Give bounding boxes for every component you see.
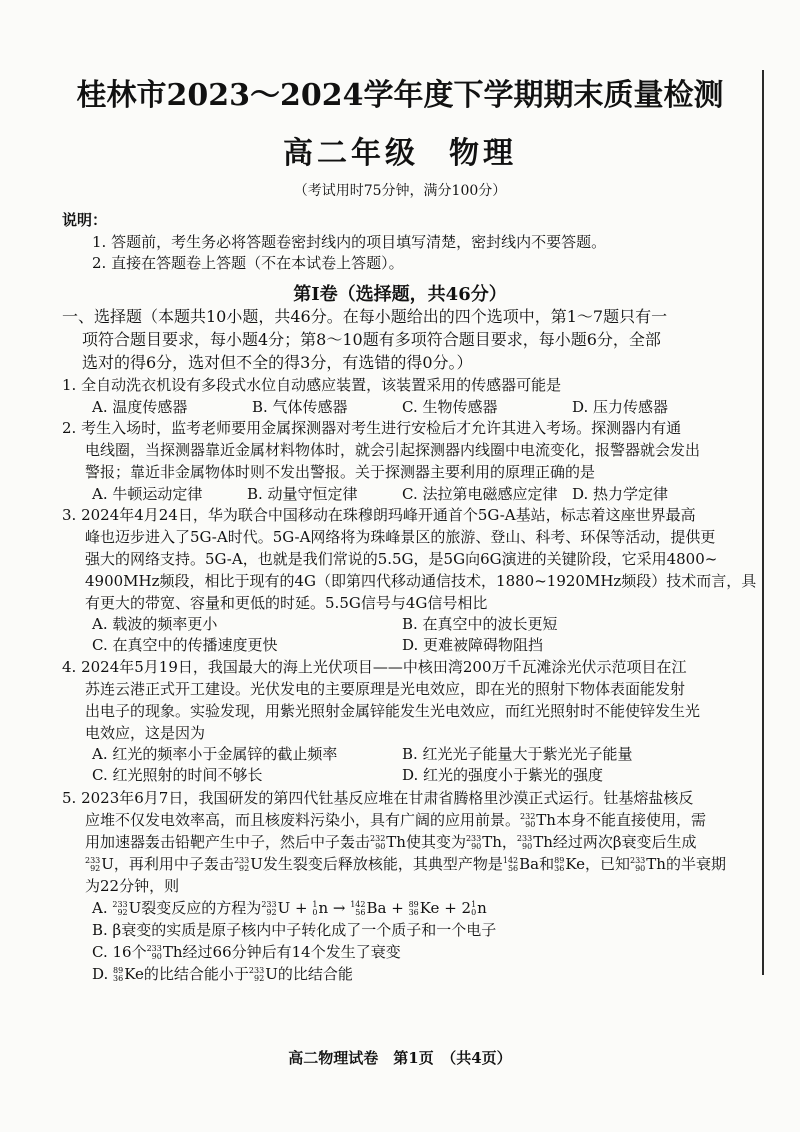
binding-margin-line [762, 70, 764, 975]
option-c: C. 在真空中的传播速度更快 [92, 636, 278, 654]
section-header-line: 选对的得6分，选对但不全的得3分，有选错的得0分。） [82, 353, 473, 372]
question-stem: 5. 2023年6月7日，我国研发的第四代钍基反应堆在甘肃省腾格里沙漠正式运行。钍基熔盐核反 [62, 789, 694, 807]
option-d: D. 更难被障碍物阻挡 [402, 636, 544, 654]
option-c: C. 红光照射的时间不够长 [92, 766, 263, 784]
option-a: A. 233 92 U裂变反应的方程为 233 92 U + 1 0 n → 142 56 Ba + 89 36 Ke + 2 1 0 n [92, 899, 487, 917]
option-c: C. 生物传感器 [402, 398, 498, 416]
option-b: B. 动量守恒定律 [247, 485, 358, 503]
question-stem: 出电子的现象。实验发现，用紫光照射金属锌能发生光电效应，而红光照射时不能使锌发生光 [85, 702, 701, 720]
question-stem: 用加速器轰击铅靶产生中子，然后中子轰击 232 90 Th使其变为 233 90 Th， 233 90 Th经过两次β衰变后生成 [85, 833, 697, 851]
section-header-line: 项符合题目要求，每小题4分；第8～10题有多项符合题目要求，每小题6分，全部 [82, 330, 661, 349]
option-a: A. 载波的频率更小 [92, 615, 218, 633]
question-stem: 233 92 U，再利用中子轰击 233 92 U发生裂变后释放核能，其典型产物是 142 56 Ba和 89 36 Ke，已知 233 90 Th的半衰期 [85, 855, 726, 873]
instruction-item: 1. 答题前，考生务必将答题卷密封线内的项目填写清楚，密封线内不要答题。 [92, 233, 607, 251]
instruction-item: 2. 直接在答题卷上答题（不在本试卷上答题）。 [92, 254, 404, 272]
question-stem: 电效应，这是因为 [85, 724, 206, 742]
section-header-line: 一、选择题（本题共10小题，共46分。在每小题给出的四个选项中，第1～7题只有一 [62, 307, 668, 326]
question-stem: 警报；靠近非金属物体时则不发出警报。关于探测器主要利用的原理正确的是 [85, 463, 596, 481]
question-stem: 为22分钟，则 [85, 877, 180, 895]
option-c: C. 法拉第电磁感应定律 [402, 485, 558, 503]
exam-note: （考试用时75分钟，满分100分） [293, 183, 507, 199]
exam-title: 桂林市2023～2024学年度下学期期末质量检测 [76, 78, 724, 113]
option-d: D. 压力传感器 [572, 398, 669, 416]
option-a: A. 牛顿运动定律 [92, 485, 203, 503]
option-c: C. 16个 233 90 Th经过66分钟后有14个发生了衰变 [92, 943, 401, 961]
grade-label: 高二年级 [283, 136, 419, 171]
option-d: D. 89 36 Ke的比结合能小于 233 92 U的比结合能 [92, 965, 353, 983]
page-footer: 高二物理试卷 第1页 （共4页） [288, 1049, 512, 1067]
question-stem: 3. 2024年4月24日，华为联合中国移动在珠穆朗玛峰开通首个5G-A基站，标志着这座世界最高 [62, 506, 696, 524]
subject-label: 物理 [449, 136, 517, 171]
exam-subtitle [0, 128, 800, 172]
question-stem: 2. 考生入场时，监考老师要用金属探测器对考生进行安检后才允许其进入考场。探测器内有通 [62, 419, 682, 437]
instructions-heading: 说明： [62, 211, 108, 229]
option-a: A. 红光的频率小于金属锌的截止频率 [92, 745, 338, 763]
option-b: B. β衰变的实质是原子核内中子转化成了一个质子和一个电子 [92, 921, 497, 939]
question-stem: 电线圈，当探测器靠近金属材料物体时，就会引起探测器内线圈中电流变化，报警器就会发出 [85, 441, 701, 459]
option-d: D. 红光的强度小于紫光的强度 [402, 766, 604, 784]
option-d: D. 热力学定律 [572, 485, 669, 503]
question-stem: 苏连云港正式开工建设。光伏发电的主要原理是光电效应，即在光的照射下物体表面能发射 [85, 680, 686, 698]
option-b: B. 气体传感器 [252, 398, 348, 416]
question-stem: 4. 2024年5月19日，我国最大的海上光伏项目——中核田湾200万千瓦滩涂光伏示范项目在江 [62, 658, 687, 676]
question-stem: 4900MHz频段，相比于现有的4G（即第四代移动通信技术，1880~1920MHz频段）技术而言，具 [85, 572, 757, 590]
question-stem: 应堆不仅发电效率高，而且核废料污染小，具有广阔的应用前景。 232 90 Th本身不能直接使用，需 [85, 811, 706, 829]
option-b: B. 红光光子能量大于紫光光子能量 [402, 745, 633, 763]
question-stem: 有更大的带宽、容量和更低的时延。5.5G信号与4G信号相比 [85, 594, 488, 612]
question-stem: 强大的网络支持。5G-A，也就是我们常说的5.5G，是5G向6G演进的关键阶段，它采用4800~ [85, 550, 718, 568]
option-a: A. 温度传感器 [92, 398, 188, 416]
option-b: B. 在真空中的波长更短 [402, 615, 558, 633]
question-stem: 1. 全自动洗衣机设有多段式水位自动感应装置，该装置采用的传感器可能是 [62, 376, 562, 394]
part1-title: 第Ⅰ卷（选择题，共46分） [293, 284, 507, 305]
question-stem: 峰也迈步进入了5G-A时代。5G-A网络将为珠峰景区的旅游、登山、科考、环保等活动，提供更 [85, 528, 716, 546]
